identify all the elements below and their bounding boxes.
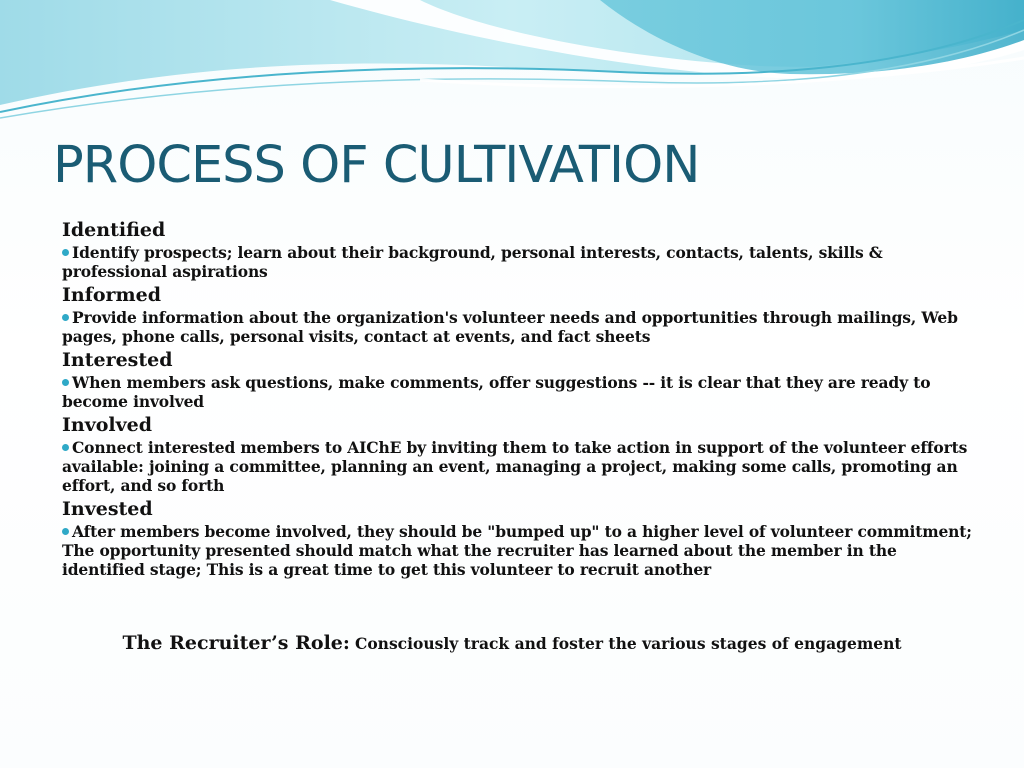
bullet-icon xyxy=(62,528,69,535)
stage-heading: Informed xyxy=(62,284,162,306)
stage-informed xyxy=(62,283,972,346)
stage-identified xyxy=(62,218,972,281)
stage-involved xyxy=(62,413,972,495)
bullet-icon xyxy=(62,314,69,321)
stage-interested xyxy=(62,348,972,411)
stage-description xyxy=(62,438,972,495)
recruiter-role xyxy=(0,632,1024,654)
stage-heading: Identified xyxy=(62,219,166,241)
bullet-icon xyxy=(62,249,69,256)
stage-description-text: Provide information about the organization's volunteer needs and opportunities through mailings, Web pages, phone calls, personal visits, contact at events, and fact sheets xyxy=(62,308,958,346)
stage-description-text: Connect interested members to AIChE by inviting them to take action in support of the volunteer efforts available: joining a committee, planning an event, managing a project, making some calls, promoting an effort, and so forth xyxy=(62,438,968,495)
stage-description xyxy=(62,373,972,411)
stage-heading: Interested xyxy=(62,349,173,371)
recruiter-role-text: Consciously track and foster the various stages of engagement xyxy=(355,634,902,653)
stage-description xyxy=(62,243,972,281)
stage-description-text: Identify prospects; learn about their background, personal interests, contacts, talents, skills & professional aspirations xyxy=(62,243,883,281)
stage-invested xyxy=(62,497,972,579)
stages-list xyxy=(62,218,972,581)
bullet-icon xyxy=(62,444,69,451)
recruiter-role-label: The Recruiter’s Role: xyxy=(122,632,350,654)
stage-description-text: After members become involved, they should be "bumped up" to a higher level of volunteer commitment; The opportunity presented should match what the recruiter has learned about the member in the identified stage; This is a great time to get this volunteer to recruit another xyxy=(62,522,972,579)
header-wave-decoration xyxy=(0,0,1024,130)
slide-title: PROCESS OF CULTIVATION xyxy=(53,136,700,195)
stage-description xyxy=(62,522,972,579)
stage-heading: Involved xyxy=(62,414,153,436)
bullet-icon xyxy=(62,379,69,386)
stage-description-text: When members ask questions, make comments, offer suggestions -- it is clear that they are ready to become involved xyxy=(62,373,931,411)
stage-description xyxy=(62,308,972,346)
stage-heading: Invested xyxy=(62,498,153,520)
